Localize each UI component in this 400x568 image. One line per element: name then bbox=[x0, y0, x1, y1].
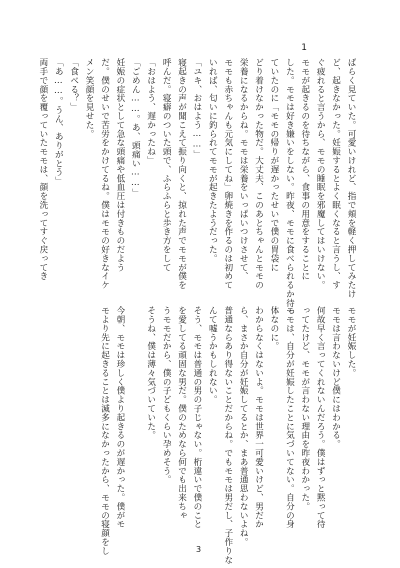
text-column: 呼んだ。寝癖のついた頭で、ふらふらと歩き方をして bbox=[161, 58, 172, 272]
text-column: メン笑顔を見せた。 bbox=[84, 58, 95, 139]
text-column: 両手で顔を覆っていたモモは、顔を洗ってすぐ戻ってき bbox=[37, 58, 48, 281]
text-column: 「食べる？」 bbox=[68, 58, 79, 112]
text-column: 体なのに。 bbox=[268, 306, 279, 351]
text-column: ばらく見ていた。可愛いけれど、指で頬を軽く押してみたけ bbox=[346, 58, 356, 299]
text-column: ど、起きなかった。妊娠するとよく眠くなると言うし、す bbox=[330, 58, 341, 290]
text-column: いれば、匂いに釣られてモモが起きたようだった。 bbox=[207, 58, 218, 263]
text-column: 「おはよう、遅かったね」 bbox=[145, 58, 156, 165]
text-column: した。モモは好き嫌いをしない。昨夜、モモに食べられるか待っ bbox=[284, 58, 295, 317]
text-column: ぐ疲れると言うから、モモの睡眠を邪魔してはいけない。 bbox=[315, 58, 326, 290]
text-column: ていたのに「モモの帰りが遅かったせいで僕の胃袋に bbox=[268, 58, 279, 272]
text-column: わからなくはないよ。モモは世界一可愛いけど、男だか bbox=[253, 306, 264, 529]
text-column: 何故早く言ってくれないんだろう。僕はずっと黙って待 bbox=[315, 306, 326, 529]
page-number: 3 bbox=[196, 545, 202, 554]
text-column: モモが妊娠した。 bbox=[346, 306, 356, 378]
text-column: だ。僕のせいで苦労をかけてるね。僕はモモの好きなイケ bbox=[99, 58, 110, 290]
chapter-number: 1 bbox=[301, 43, 307, 53]
text-column: どり着けなかった物だ。大丈夫、このあとちゃんとモモの bbox=[253, 58, 264, 290]
text-column: ら、まさか自分が妊娠してるとか、まあ普通思わないよね。 bbox=[238, 306, 249, 547]
text-column: そう、モモは普通の男の子じゃない。桁違いで僕のこと bbox=[191, 306, 202, 529]
text-column: んて嘘うかもしれない。 bbox=[207, 306, 218, 404]
upper-text-block bbox=[34, 58, 358, 317]
text-column: モモも赤ちゃんも元気にしてね」卵焼きを作るのは初めて bbox=[222, 58, 233, 290]
text-column: モモは、自分が妊娠したことに気づいてない。自分の身 bbox=[284, 306, 295, 529]
text-column: モモは言わないけど僕にはわかる。 bbox=[330, 306, 341, 449]
text-column: モモが起きるのを待ちながら、食事の用意をすることに bbox=[299, 58, 310, 281]
text-column: モより先に起きることは滅多になかったから、モモの寝顔をし bbox=[99, 306, 110, 556]
text-column: ってたけど、モモが言わない理由を昨夜わかった。 bbox=[299, 306, 310, 511]
text-column: そうね、僕は薄々気づいていた。 bbox=[145, 306, 156, 440]
text-column: 普通ならあり得ないことだからね。でもモモは男だし、子作りな bbox=[222, 306, 233, 565]
text-column: 妊娠の症状として急な頭痛や低血圧は付きものだよう bbox=[114, 58, 125, 272]
text-column: 寝起きの声が聞こえて振り向くと、掠れた声でモモが僕を bbox=[176, 58, 187, 290]
lower-text-block bbox=[96, 306, 358, 565]
text-column: 「ごめん……。あ、頭痛い……」 bbox=[130, 58, 141, 198]
text-column: うモモだから、僕の子どもくらい孕めそう。 bbox=[161, 306, 172, 484]
text-column: 「あ……。うん、ありがとう」 bbox=[53, 58, 64, 186]
text-column: 栄養になるからね。モモは栄養をいっぱいつけさせて、 bbox=[238, 58, 249, 281]
text-column: 今朝、モモは珍しく僕より起きるのが遅かった。僕がモ bbox=[114, 306, 125, 529]
text-column: を愛してる頑固な男だ。僕のためなら何でも出来ちゃ bbox=[176, 306, 187, 520]
text-column: 「ユキ、おはよう……」 bbox=[191, 58, 202, 159]
text-column bbox=[127, 306, 142, 542]
